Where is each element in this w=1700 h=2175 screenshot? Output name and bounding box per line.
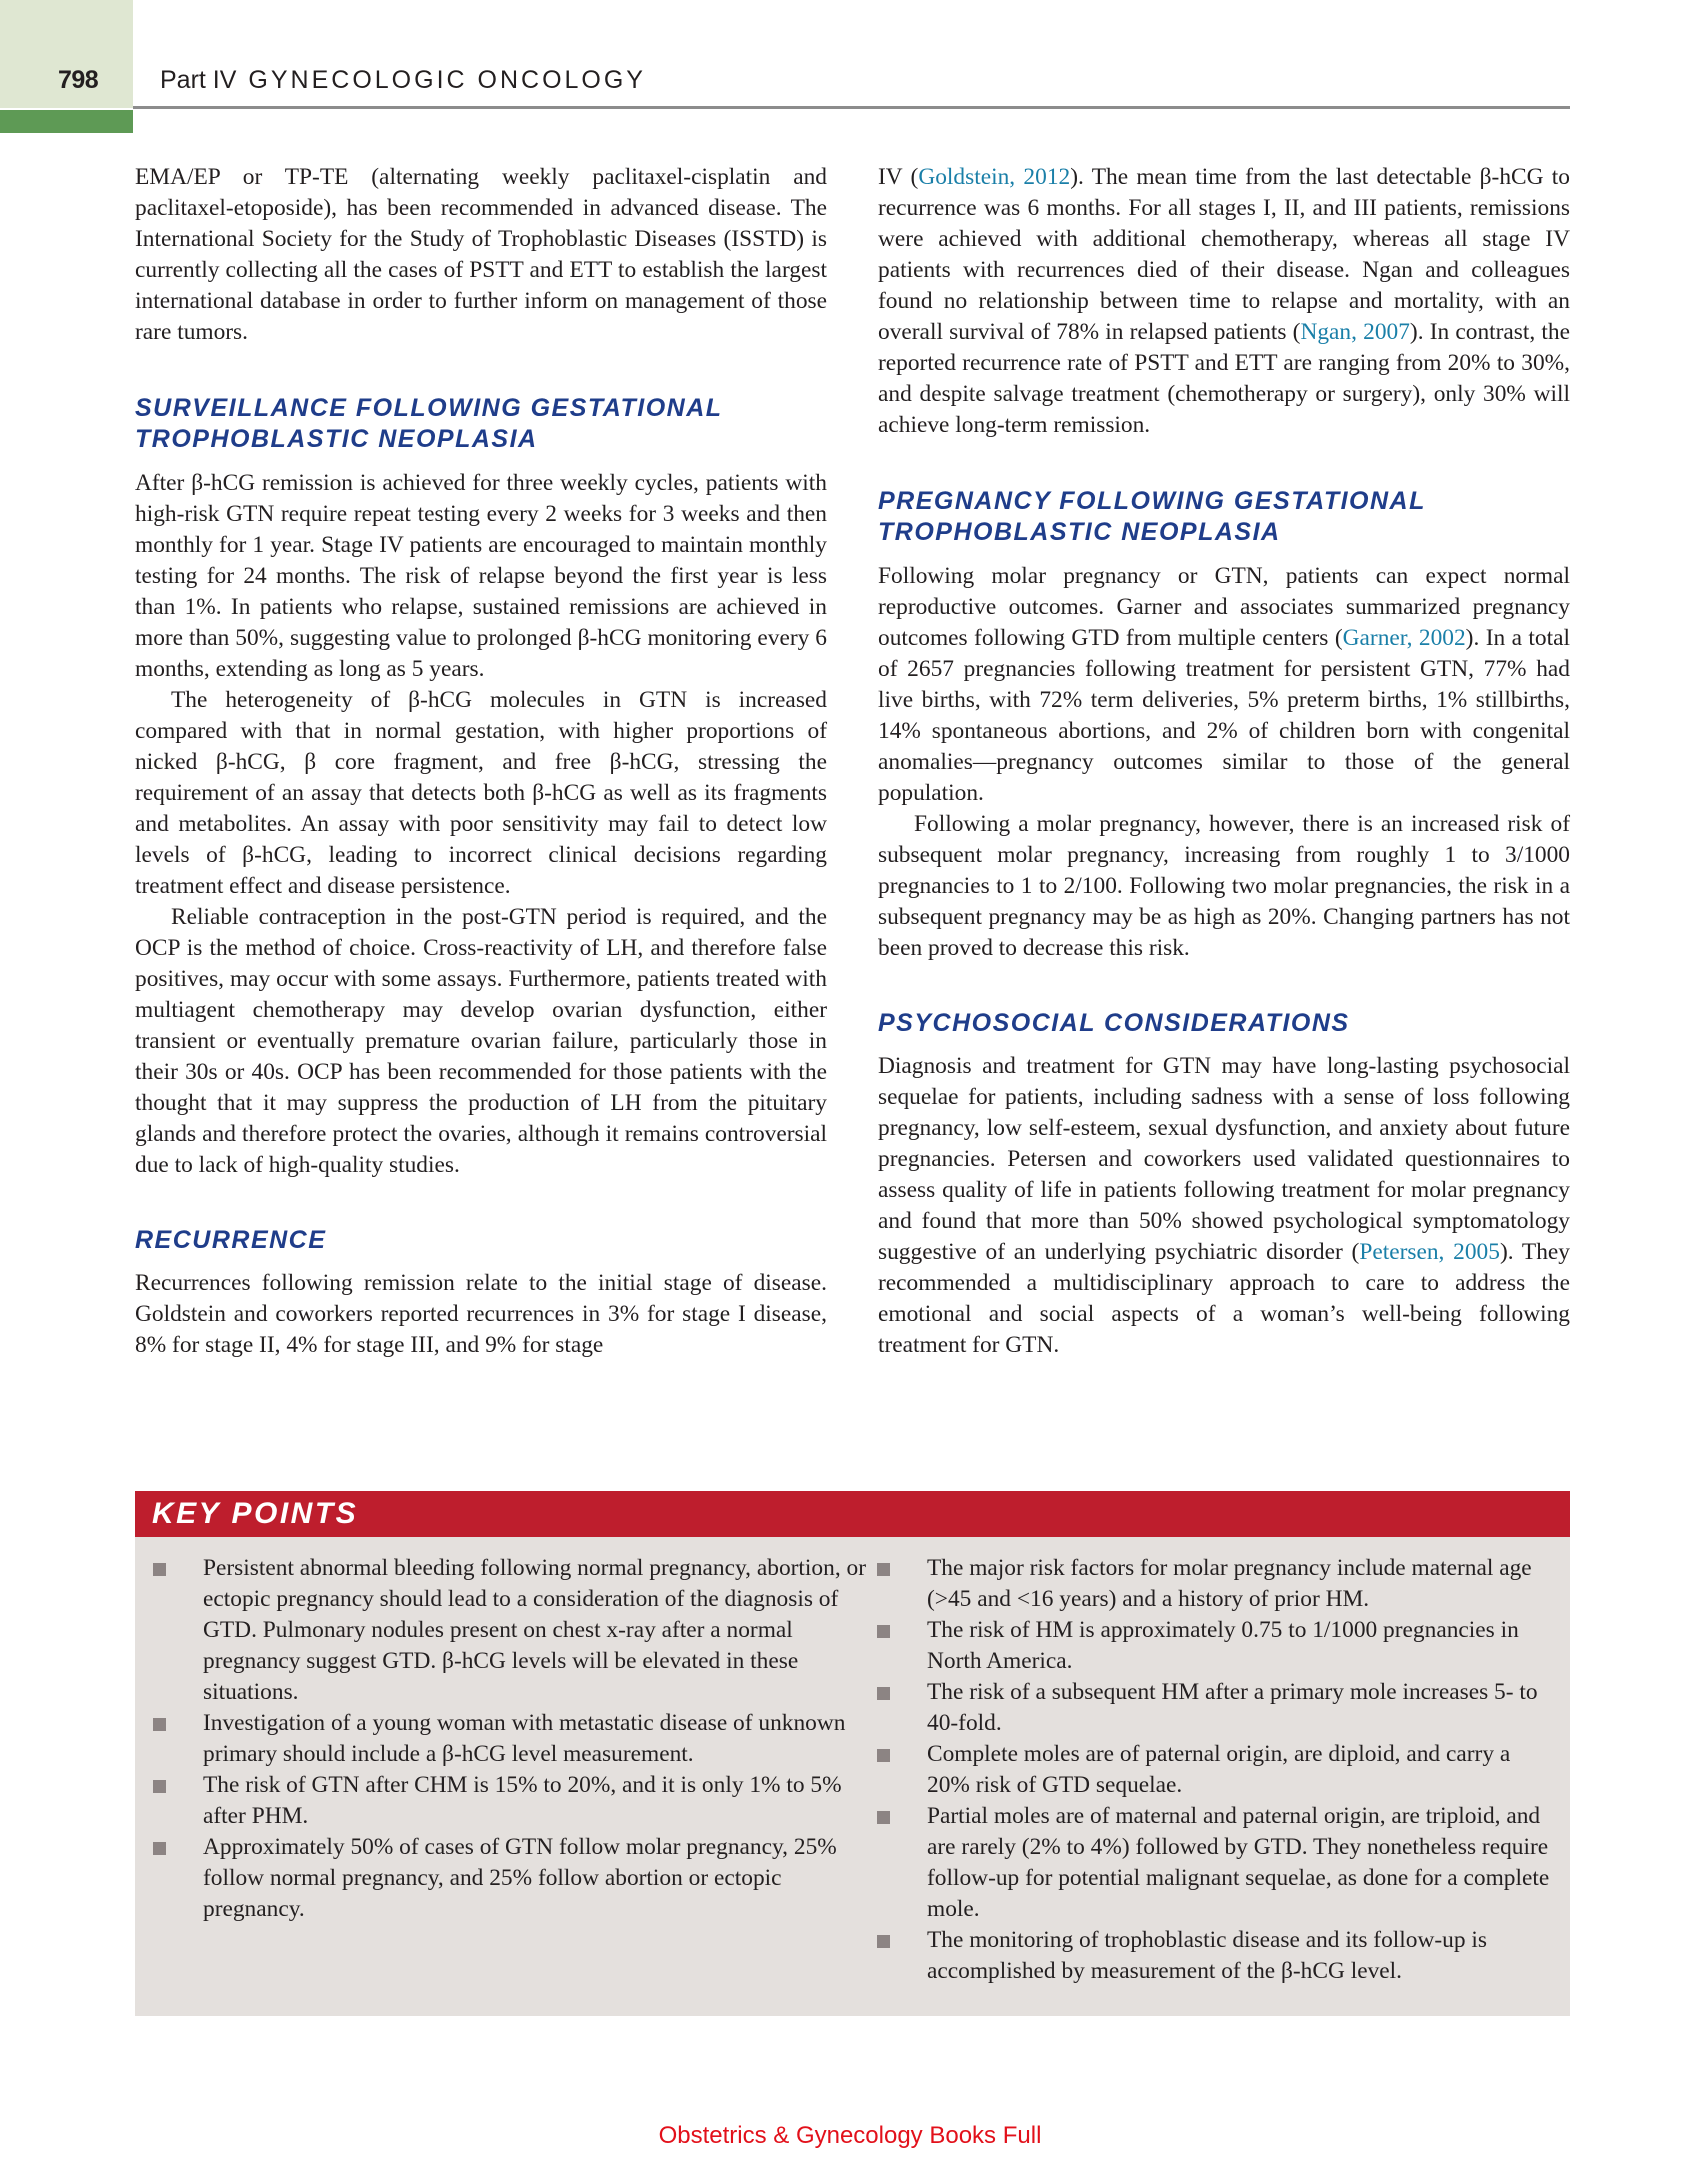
key-point-text: Complete moles are of paternal origin, are diploid, and carry a 20% risk of GTD sequelae. — [927, 1741, 1511, 1798]
key-point-item — [877, 1739, 1557, 1801]
square-bullet-icon — [877, 1749, 890, 1762]
section-title: GYNECOLOGIC ONCOLOGY — [248, 66, 646, 94]
text-run: ). In a total of 2657 pregnancies following treatment for persistent GTN, 77% had live births, with 72% term deliveries, 5% preterm births, 1% stillbirths, 14% spontaneous abortions, and 2% of children born with congenital anomalies—pregnancy outcomes similar to those of the general population. — [878, 625, 1570, 806]
key-points-header — [135, 1491, 1570, 1537]
header-divider — [133, 106, 1570, 109]
part-label: Part IV — [160, 66, 237, 94]
citation-link-goldstein-2012[interactable]: Goldstein, 2012 — [918, 164, 1071, 190]
key-point-text: The monitoring of trophoblastic disease and its follow-up is accomplished by measurement of the β-hCG level. — [927, 1927, 1487, 1984]
heading-psychosocial: PSYCHOSOCIAL CONSIDERATIONS — [878, 1009, 1350, 1037]
key-point-item — [877, 1615, 1557, 1677]
key-points-list-right — [877, 1553, 1557, 1987]
heading-recurrence: RECURRENCE — [135, 1226, 327, 1254]
square-bullet-icon — [877, 1687, 890, 1700]
key-points-list-left — [153, 1553, 873, 1925]
text-run: IV ( — [878, 164, 919, 190]
heading-surveillance: SURVEILLANCE FOLLOWING GESTATIONAL TROPHOBLASTIC NEOPLASIA — [135, 394, 723, 453]
key-point-text: The risk of a subsequent HM after a primary mole increases 5- to 40-fold. — [927, 1679, 1538, 1736]
recurrence-continued-paragraph — [878, 162, 1570, 441]
pregnancy-paragraph-2: Following a molar pregnancy, however, there is an increased risk of subsequent molar pregnancy, increasing from roughly 1 to 3/1000 pregnancies to 1 to 2/100. Following two molar pregnancies, the risk in a subsequent pregnancy may be as high as 20%. Changing partners has not been proved to decrease this risk. — [878, 811, 1570, 961]
footer-watermark: Obstetrics & Gynecology Books Full — [658, 2122, 1042, 2149]
key-points-title: KEY POINTS — [152, 1497, 359, 1530]
text-run: ). The mean time from the last detectable β-hCG to recurrence was 6 months. For all stages I, II, and III patients, remissions were achieved with additional chemotherapy, whereas all stage IV patients with recurrences died of their disease. Ngan and colleagues found no relationship between time to relapse and mortality, with an overall survival of 78% in relapsed patients ( — [878, 164, 1570, 345]
key-point-text: Investigation of a young woman with metastatic disease of unknown primary should include a β-hCG level measurement. — [203, 1710, 846, 1767]
recurrence-paragraph: Recurrences following remission relate to the initial stage of disease. Goldstein and coworkers reported recurrences in 3% for stage I disease, 8% for stage II, 4% for stage III, and 9% for stage — [135, 1270, 827, 1358]
key-point-text: Persistent abnormal bleeding following normal pregnancy, abortion, or ectopic pregnancy should lead to a consideration of the diagnosis of GTD. Pulmonary nodules present on chest x-ray after a normal pregnancy suggest GTD. β-hCG levels will be elevated in these situations. — [203, 1555, 867, 1705]
key-point-item — [153, 1553, 873, 1708]
pregnancy-paragraph-1 — [878, 561, 1570, 809]
key-point-item — [153, 1832, 873, 1925]
key-point-item — [877, 1801, 1557, 1925]
text-run: Following molar pregnancy or GTN, patients can expect normal reproductive outcomes. Garner and associates summarized pregnancy outcomes following GTD from multiple centers ( — [878, 563, 1570, 651]
intro-paragraph: EMA/EP or TP-TE (alternating weekly paclitaxel-cisplatin and paclitaxel-etoposide), has been recommended in advanced disease. The International Society for the Study of Trophoblastic Diseases (ISSTD) is currently collecting all the cases of PSTT and ETT to establish the largest international database in order to further inform on management of those rare tumors. — [135, 164, 827, 345]
left-column — [135, 162, 827, 1361]
citation-link-garner-2002[interactable]: Garner, 2002 — [1342, 625, 1466, 651]
square-bullet-icon — [877, 1811, 890, 1824]
square-bullet-icon — [153, 1780, 166, 1793]
text-run: ). They recommended a multidisciplinary approach to care to address the emotional and social aspects of a woman’s well-being following treatment for GTN. — [878, 1239, 1570, 1358]
key-point-item — [877, 1925, 1557, 1987]
key-point-item — [877, 1553, 1557, 1615]
key-point-text: The risk of GTN after CHM is 15% to 20%, and it is only 1% to 5% after PHM. — [203, 1772, 842, 1829]
key-point-text: The major risk factors for molar pregnancy include maternal age (>45 and <16 years) and a history of prior HM. — [927, 1555, 1532, 1612]
surveillance-paragraph-3: Reliable contraception in the post-GTN period is required, and the OCP is the method of choice. Cross-reactivity of LH, and therefore false positives, may occur with some assays. Furthermore, patients treated with multiagent chemotherapy may develop ovarian dysfunction, either transient or eventually premature ovarian failure, particularly those in their 30s or 40s. OCP has been recommended for those patients with the thought that it may suppress the production of LH from the pituitary glands and therefore protect the ovaries, although it remains controversial due to lack of high-quality studies. — [135, 904, 827, 1178]
square-bullet-icon — [153, 1718, 166, 1731]
heading-pregnancy: PREGNANCY FOLLOWING GESTATIONAL TROPHOBLASTIC NEOPLASIA — [878, 487, 1426, 546]
square-bullet-icon — [877, 1625, 890, 1638]
key-points-box — [135, 1491, 1570, 2016]
key-point-item — [153, 1770, 873, 1832]
right-column — [878, 162, 1570, 1361]
page-tab-accent — [0, 110, 133, 133]
running-head — [160, 66, 646, 95]
square-bullet-icon — [153, 1842, 166, 1855]
text-run: Diagnosis and treatment for GTN may have long-lasting psychosocial sequelae for patients, including sadness with a sense of loss following pregnancy, low self-esteem, sexual dysfunction, and anxiety about future pregnancies. Petersen and coworkers used validated questionnaires to assess quality of life in patients following treatment for molar pregnancy and found that more than 50% showed psychological symptomatology suggestive of an underlying psychiatric disorder ( — [878, 1053, 1570, 1265]
square-bullet-icon — [877, 1563, 890, 1576]
psychosocial-paragraph — [878, 1051, 1570, 1361]
surveillance-paragraph-1: After β-hCG remission is achieved for three weekly cycles, patients with high-risk GTN require repeat testing every 2 weeks for 3 weeks and then monthly for 1 year. Stage IV patients are encouraged to maintain monthly testing for 24 months. The risk of relapse beyond the first year is less than 1%. In patients who relapse, sustained remissions are achieved in more than 50%, suggesting value to prolonged β-hCG monitoring every 6 months, extending as long as 5 years. — [135, 470, 827, 682]
square-bullet-icon — [153, 1563, 166, 1576]
key-point-item — [153, 1708, 873, 1770]
key-point-text: Approximately 50% of cases of GTN follow molar pregnancy, 25% follow normal pregnancy, and 25% follow abortion or ectopic pregnancy. — [203, 1834, 837, 1922]
square-bullet-icon — [877, 1935, 890, 1948]
text-run: ). In contrast, the reported recurrence rate of PSTT and ETT are ranging from 20% to 30%, and despite salvage treatment (chemotherapy or surgery), only 30% will achieve long-term remission. — [878, 319, 1570, 438]
surveillance-paragraph-2: The heterogeneity of β-hCG molecules in GTN is increased compared with that in normal gestation, with higher proportions of nicked β-hCG, β core fragment, and free β-hCG, stressing the requirement of an assay that detects both β-hCG as well as its fragments and metabolites. An assay with poor sensitivity may fail to detect low levels of β-hCG, leading to incorrect clinical decisions regarding treatment effect and disease persistence. — [135, 687, 827, 899]
key-point-text: The risk of HM is approximately 0.75 to 1/1000 pregnancies in North America. — [927, 1617, 1519, 1674]
citation-link-ngan-2007[interactable]: Ngan, 2007 — [1300, 319, 1410, 345]
key-point-item — [877, 1677, 1557, 1739]
page-number: 798 — [58, 66, 99, 94]
citation-link-petersen-2005[interactable]: Petersen, 2005 — [1359, 1239, 1500, 1265]
key-point-text: Partial moles are of maternal and paternal origin, are triploid, and are rarely (2% to 4%) followed by GTD. They nonetheless require follow-up for potential malignant sequelae, as done for a complete mole. — [927, 1803, 1550, 1922]
